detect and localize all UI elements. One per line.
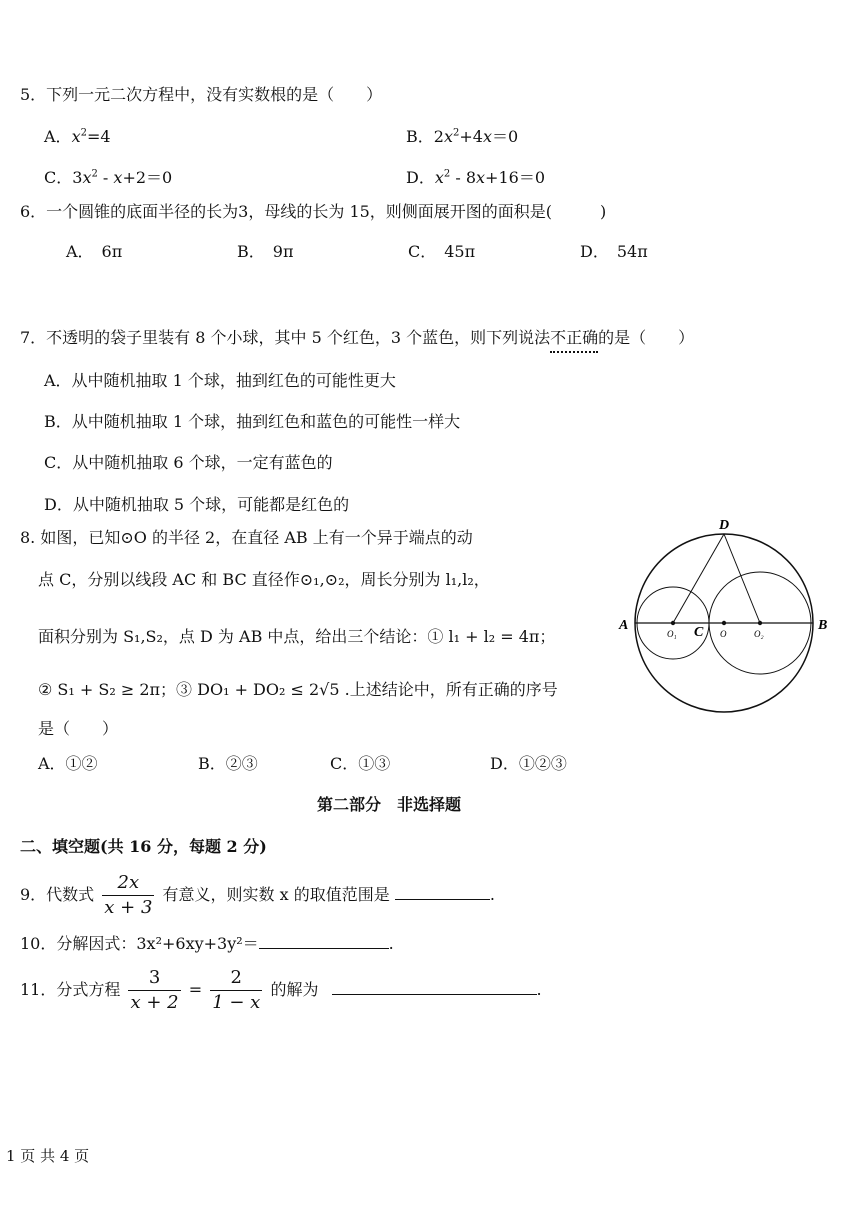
q9-answer-blank[interactable]: [395, 883, 490, 900]
label-d: D: [718, 518, 730, 533]
q9: 9．代数式 $\frac{2x}{x + 3}$ 有意义，则实数 x 的取值范围是 .: [20, 872, 495, 918]
q8-line4: ② S₁ + S₂ ≥ 2π；③ DO₁ + DO₂ ≤ 2√5 .上述结论中，所有正确的序号: [38, 680, 558, 699]
q7-option-d: D．从中随机抽取 5 个球，可能都是红色的: [44, 495, 350, 514]
segment-do1: [673, 534, 724, 623]
q7-option-a: A．从中随机抽取 1 个球，抽到红色的可能性更大: [44, 371, 396, 390]
segment-do2: [724, 534, 760, 623]
q6-stem: 6．一个圆锥的底面半径的长为3，母线的长为 15，则侧面展开图的面积是( ): [20, 202, 607, 221]
label-b: B: [818, 618, 828, 633]
q11-answer-blank[interactable]: [332, 978, 537, 995]
q11: 11．分式方程 $\frac{3}{x + 2}$ = $\frac{2}{1 - x}$ 的解为 .: [20, 967, 542, 1013]
point-o2: [758, 621, 762, 625]
q8-geometry-figure: [610, 515, 840, 725]
point-o: [722, 621, 726, 625]
q8-option-d: D．①②③: [490, 754, 567, 773]
fill-in-section-title: 二、填空题(共 16 分，每题 2 分): [20, 837, 267, 856]
q9-fraction: $\frac{2x}{x + 3}$: [104, 872, 153, 918]
q10: 10．分解因式：3x²+6xy+3y²＝ .: [20, 934, 394, 953]
label-o1: O₁: [667, 629, 677, 639]
q7-emphasis: 不正确: [550, 328, 599, 347]
point-o1: [671, 621, 675, 625]
q8-line5: 是（ ）: [38, 719, 119, 738]
q8-option-c: C．①③: [330, 754, 391, 773]
q11-fraction-left: $\frac{3}{x + 2}$: [130, 967, 179, 1013]
q8-option-a: A．①②: [38, 754, 98, 773]
q8-line1: 8. 如图，已知⊙O 的半径 2，在直径 AB 上有一个异于端点的动: [20, 528, 473, 547]
label-o: O: [720, 629, 727, 639]
q10-answer-blank[interactable]: [259, 932, 389, 949]
q5-stem: 5．下列一元二次方程中，没有实数根的是（ ）: [20, 85, 383, 104]
page-number: 1 页 共 4 页: [6, 1147, 90, 1165]
label-a: A: [619, 618, 629, 633]
q7-option-c: C．从中随机抽取 6 个球，一定有蓝色的: [44, 453, 333, 472]
q8-line2: 点 C，分别以线段 AC 和 BC 直径作⊙₁,⊙₂，周长分别为 l₁,l₂，: [38, 570, 490, 589]
q5-option-b: B．$2x^2+4x=0$: [406, 127, 519, 146]
label-c: C: [694, 625, 704, 640]
q5-option-d: D．$x^2 - 8x+16=0$: [406, 168, 545, 187]
q5-option-a: A．$x^2=4$: [44, 127, 111, 146]
q8-option-b: B．②③: [198, 754, 258, 773]
label-o2: O₂: [754, 629, 764, 639]
q5-option-c: C．$3x^2 - x+2=0$: [44, 168, 173, 187]
q8-line3: 面积分别为 S₁,S₂，点 D 为 AB 中点，给出三个结论：① l₁ + l₂ = 4π；: [38, 627, 556, 646]
part-two-title: 第二部分 非选择题: [317, 795, 462, 814]
q6-option-a: A． 6π: [66, 242, 123, 261]
q6-option-d: D． 54π: [580, 242, 648, 261]
q7-option-b: B．从中随机抽取 1 个球，抽到红色和蓝色的可能性一样大: [44, 412, 461, 431]
q11-fraction-right: $\frac{2}{1 - x}$: [212, 967, 261, 1013]
q6-option-c: C． 45π: [408, 242, 476, 261]
q7-stem: 7．不透明的袋子里装有 8 个小球，其中 5 个红色，3 个蓝色，则下列说法不正确的是（ ）: [20, 328, 695, 347]
q6-option-b: B． 9π: [237, 242, 294, 261]
